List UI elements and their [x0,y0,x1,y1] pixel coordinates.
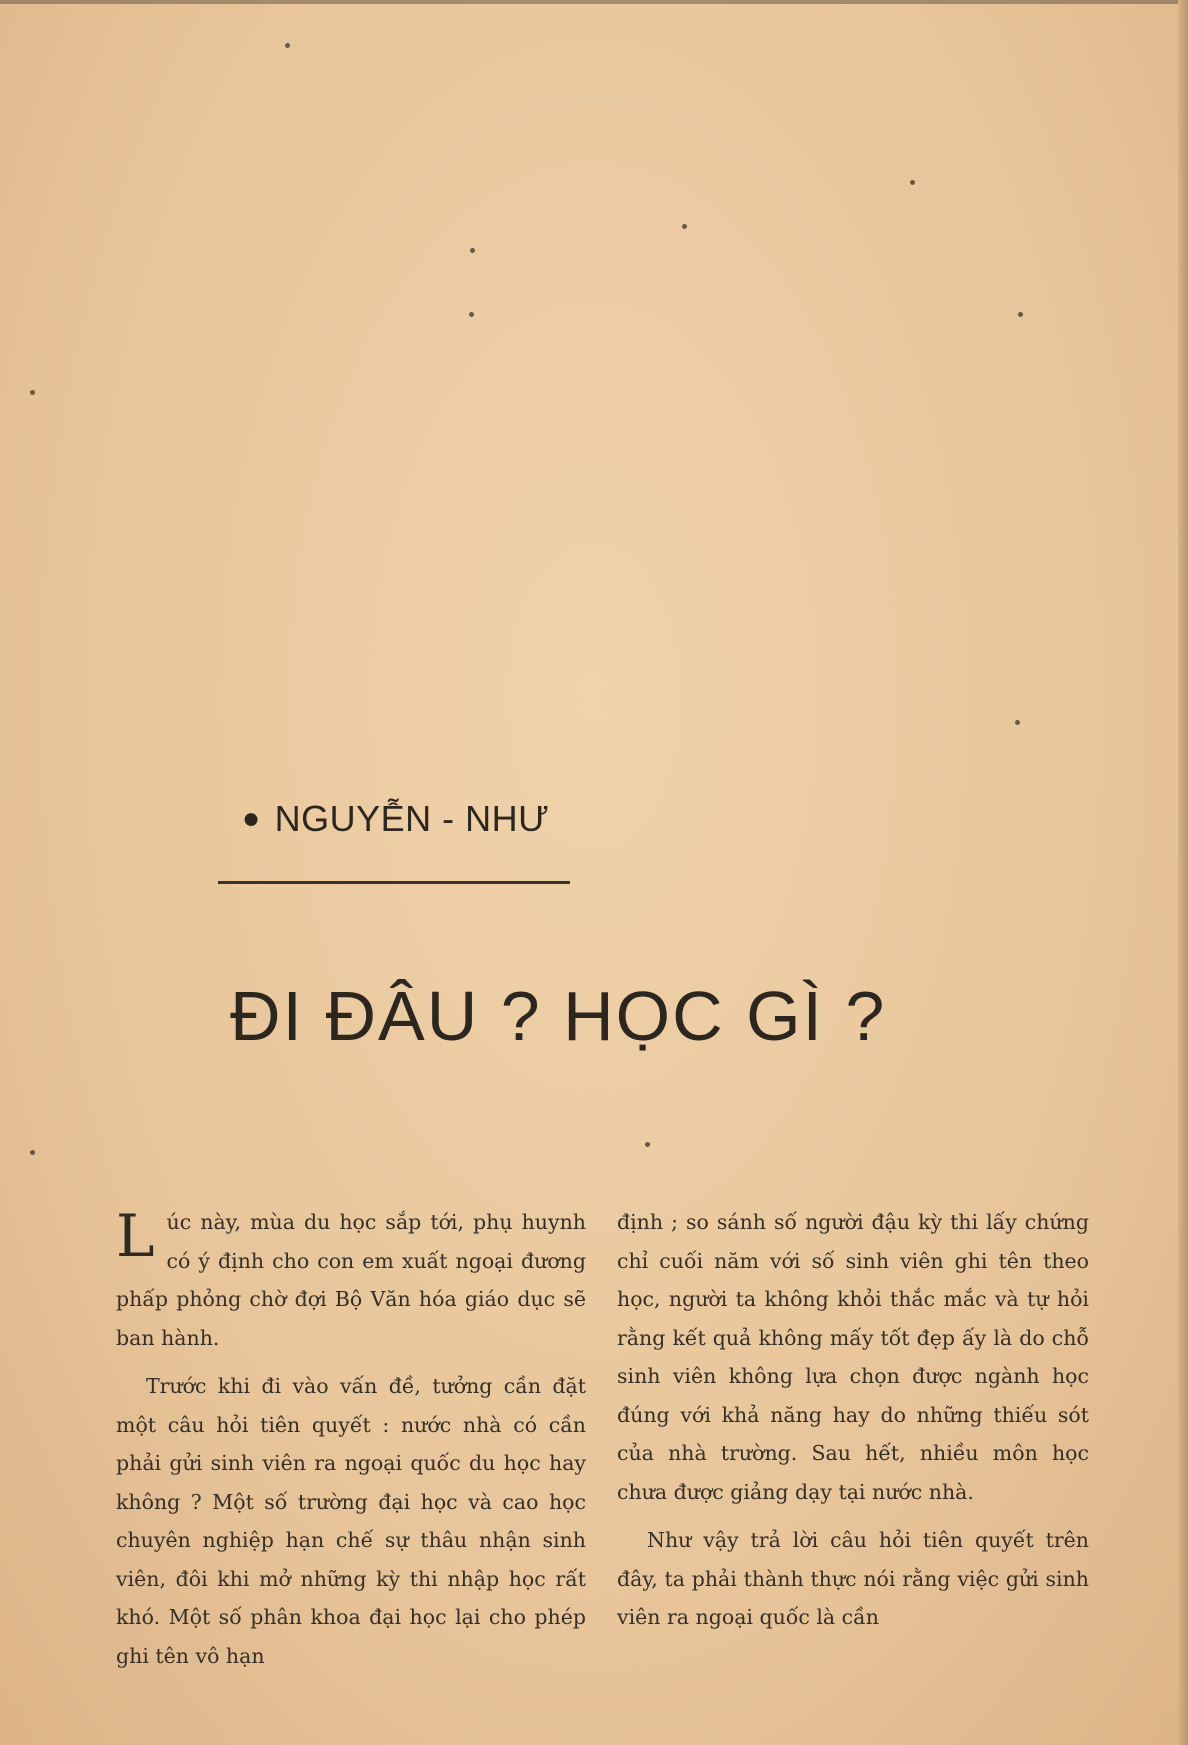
left-paragraph-1-text: úc này, mùa du học sắp tới, phụ huynh có ý định cho con em xuất ngoại đương phấp phỏng chờ đợi Bộ Văn hóa giáo dục sẽ ban hành. [116,1210,586,1350]
right-paragraph-2: Như vậy trả lời câu hỏi tiên quyết trên đây, ta phải thành thực nói rằng việc gửi sinh viên ra ngoại quốc là cần [617,1528,1089,1629]
page-right-edge [1178,0,1188,1745]
paper-speck [30,1150,35,1155]
paper-speck [1015,720,1020,725]
right-paragraph-1: định ; so sánh số người đậu kỳ thi lấy chứng chỉ cuối năm với số sinh viên ghi tên theo học, người ta không khỏi thắc mắc và tự hỏi rằng kết quả không mấy tốt đẹp ấy là do chỗ sinh viên không lựa chọn được ngành học đúng với khả năng hay do những thiếu sót của nhà trường. Sau hết, nhiều môn học chưa được giảng dạy tại nước nhà. [617,1210,1089,1504]
paper-speck [30,390,35,395]
author-line [242,798,549,840]
left-paragraph-1 [116,1203,586,1357]
paper-speck [1018,312,1023,317]
left-column [116,1203,586,1675]
right-column [617,1203,1089,1637]
paper-speck [469,312,474,317]
author-name: NGUYỄN - NHƯ [274,798,550,839]
author-divider [218,881,570,884]
page-top-edge [0,0,1188,4]
left-paragraph-2: Trước khi đi vào vấn đề, tưởng cần đặt một câu hỏi tiên quyết : nước nhà có cần phải gửi sinh viên ra ngoại quốc du học hay không ? Một số trường đại học và cao học chuyên nghiệp hạn chế sự thâu nhận sinh viên, đôi khi mở những kỳ thi nhập học rất khó. Một số phân khoa đại học lại cho phép ghi tên vô hạn [116,1374,586,1668]
drop-cap: L [116,1202,155,1270]
paper-speck [910,180,915,185]
bullet-icon: ● [242,802,261,835]
paper-speck [470,248,475,253]
paper-speck [682,224,687,229]
article-title: ĐI ĐÂU ? HỌC GÌ ? [230,977,887,1055]
paper-speck [285,43,290,48]
paper-speck [645,1142,650,1147]
